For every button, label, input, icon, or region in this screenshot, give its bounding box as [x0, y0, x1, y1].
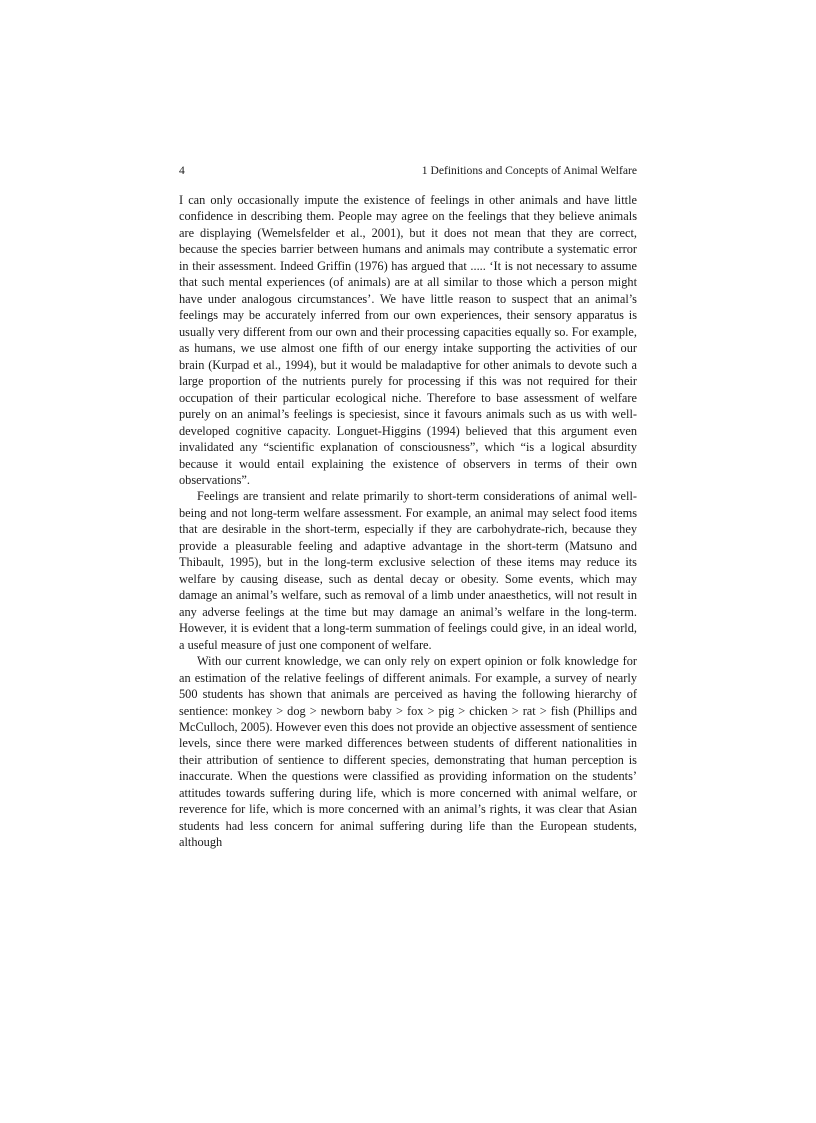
- paragraph-2: Feelings are transient and relate primarily to short-term considerations of animal well-being and not long-term welfare assessment. For example, an animal may select food items that are desirable in the short-term, especially if they are carbohydrate-rich, because they provide a pleasurable feeling and adaptive advantage in the short-term (Matsuno and Thibault, 1995), but in the long-term exclusive selection of these items may reduce its welfare by causing disease, such as dental decay or obesity. Some events, which may damage an animal’s welfare, such as removal of a limb under anaesthetics, will not result in any adverse feelings at the time but may damage an animal’s welfare in the long-term. However, it is evident that a long-term summation of feelings could give, in an ideal world, a useful measure of just one component of welfare.: [179, 489, 637, 652]
- chapter-title: 1 Definitions and Concepts of Animal Welfare: [421, 164, 637, 177]
- page-number: 4: [179, 164, 185, 177]
- body-text: [179, 192, 637, 851]
- paragraph-1: I can only occasionally impute the existence of feelings in other animals and have little confidence in describing them. People may agree on the feelings that they believe animals are displaying (Wemelsfelder et al., 2001), but it does not mean that they are correct, because the species barrier between humans and animals may contribute a systematic error in their assessment. Indeed Griffin (1976) has argued that ..... ‘It is not necessary to assume that such mental experiences (of animals) are at all similar to those which a person might have under analogous circumstances’. We have little reason to suspect that an animal’s feelings may be accurately inferred from our own experiences, their sensory apparatus is usually very different from our own and their processing capacities equally so. For example, as humans, we use almost one fifth of our energy intake supporting the activities of our brain (Kurpad et al., 1994), but it would be maladaptive for other animals to devote such a large proportion of the nutrients purely for processing if this was not required for their occupation of their particular ecological niche. Therefore to base assessment of welfare purely on an animal’s feelings is speciesist, since it favours animals such as us with well-developed cognitive capacity. Longuet-Higgins (1994) believed that this argument even invalidated any “scientific explanation of consciousness”, which “is a logical absurdity because it would entail explaining the existence of observers in terms of their own observations”.: [179, 193, 637, 487]
- paragraph-3: With our current knowledge, we can only rely on expert opinion or folk knowledge for an estimation of the relative feelings of different animals. For example, a survey of nearly 500 students has shown that animals are perceived as having the following hierarchy of sentience: monkey > dog > newborn baby > fox > pig > chicken > rat > fish (Phillips and McCulloch, 2005). However even this does not provide an objective assessment of sentience levels, since there were marked differences between students of different nationalities in their attribution of sentience to different species, demonstrating that human perception is inaccurate. When the questions were classified as providing information on the students’ attitudes towards suffering during life, which is more concerned with animal welfare, or reverence for life, which is more concerned with an animal’s rights, it was clear that Asian students had less concern for animal suffering during life than the European students, although: [179, 654, 637, 850]
- running-head: [179, 163, 637, 179]
